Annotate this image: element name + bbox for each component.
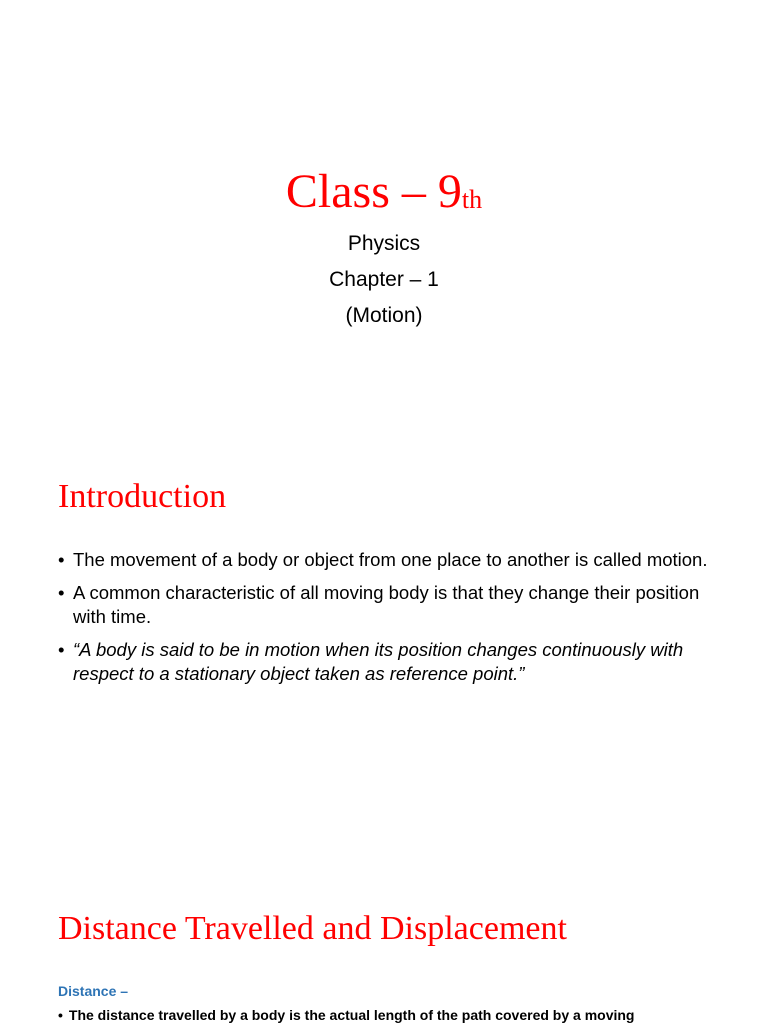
slide-heading: Introduction	[58, 478, 227, 515]
bullet-list	[58, 548, 718, 695]
bullet-marker: •	[58, 638, 65, 660]
bullet-text: A common characteristic of all moving body is that they change their position with time.	[73, 581, 700, 627]
bullet-marker: •	[58, 549, 65, 570]
list-item	[58, 581, 718, 630]
title-slide	[0, 0, 768, 432]
bullet-marker: •	[58, 581, 65, 603]
topic-line: (Motion)	[345, 304, 423, 327]
slide-title	[0, 163, 768, 221]
bullet-marker: •	[58, 1007, 63, 1023]
introduction-slide	[0, 432, 768, 864]
chapter-line: Chapter – 1	[329, 268, 439, 291]
bullet-text: The distance travelled by a body is the actual length of the path covered by a moving	[68, 1007, 635, 1023]
definition-quote: “A body is said to be in motion when its position changes continuously with respect to a stationary object taken as reference point.”	[73, 638, 684, 684]
bullet-text: The movement of a body or object from one place to another is called motion.	[73, 549, 708, 570]
list-item	[58, 638, 718, 687]
list-item	[58, 1007, 758, 1023]
term-label: Distance –	[58, 983, 129, 999]
slide-heading: Distance Travelled and Displacement	[58, 910, 567, 947]
list-item	[58, 548, 718, 573]
distance-displacement-slide	[0, 864, 768, 1024]
title-superscript: th	[461, 185, 483, 214]
title-text: Class – 9	[285, 165, 462, 218]
subject-line: Physics	[347, 232, 421, 255]
